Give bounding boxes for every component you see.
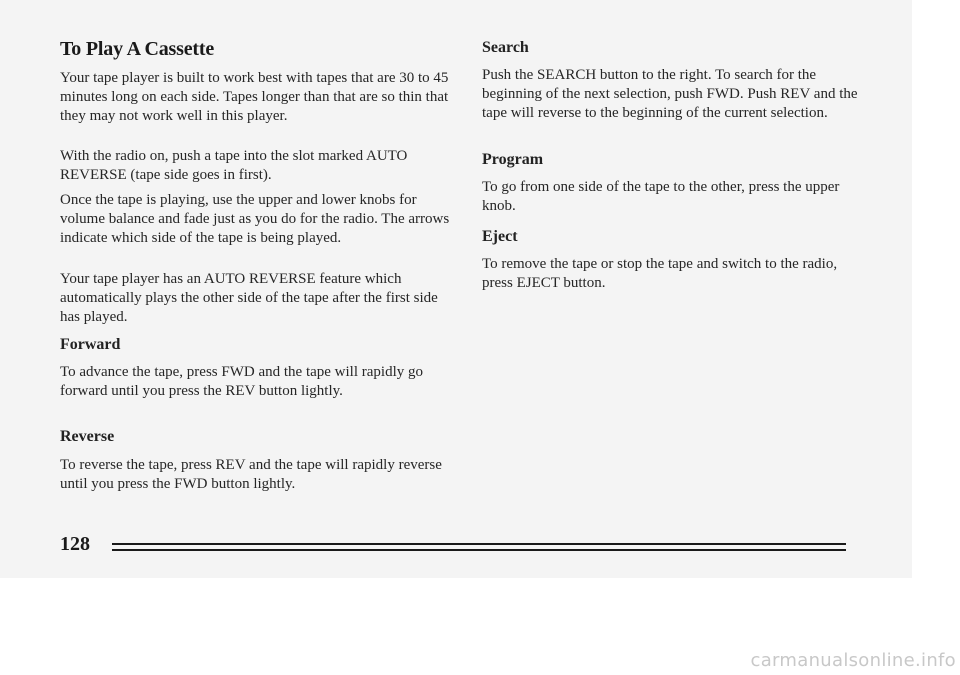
footer-rule-top [112, 543, 846, 545]
program-heading: Program [482, 151, 544, 168]
page-number: 128 [60, 533, 90, 555]
search-heading: Search [482, 39, 529, 56]
forward-heading: Forward [60, 336, 121, 353]
eject-text: To remove the tape or stop the tape and switch to the radio, press EJECT button. [482, 256, 838, 291]
forward-text: To advance the tape, press FWD and the tape will rapidly go forward until you press the REV button lightly. [60, 364, 424, 399]
paragraph-knobs: Once the tape is playing, use the upper and lower knobs for volume balance and fade just as you do for the radio. The arrows indicate which side of the tape is being played. [60, 192, 450, 246]
eject-heading: Eject [482, 228, 518, 245]
paragraph-auto-reverse: Your tape player has an AUTO REVERSE feature which automatically plays the other side of the tape after the first side has played. [60, 271, 438, 325]
paragraph-insert-tape: With the radio on, push a tape into the slot marked AUTO REVERSE (tape side goes in first). [60, 148, 408, 183]
paragraph-tape-length: Your tape player is built to work best with tapes that are 30 to 45 minutes long on each side. Tapes longer than that are so thin that they may not work well in this player. [60, 70, 449, 124]
reverse-text: To reverse the tape, press REV and the tape will rapidly reverse until you press the FWD button lightly. [60, 457, 442, 492]
program-text: To go from one side of the tape to the other, press the upper knob. [482, 179, 840, 214]
footer-rule-bottom [112, 549, 846, 551]
search-text: Push the SEARCH button to the right. To search for the beginning of the next selection, push FWD. Push REV and the tape will reverse to the beginning of the current selection. [482, 67, 858, 121]
page-title: To Play A Cassette [60, 38, 214, 60]
reverse-heading: Reverse [60, 428, 115, 445]
site-watermark: carmanualsonline.info [750, 650, 956, 671]
